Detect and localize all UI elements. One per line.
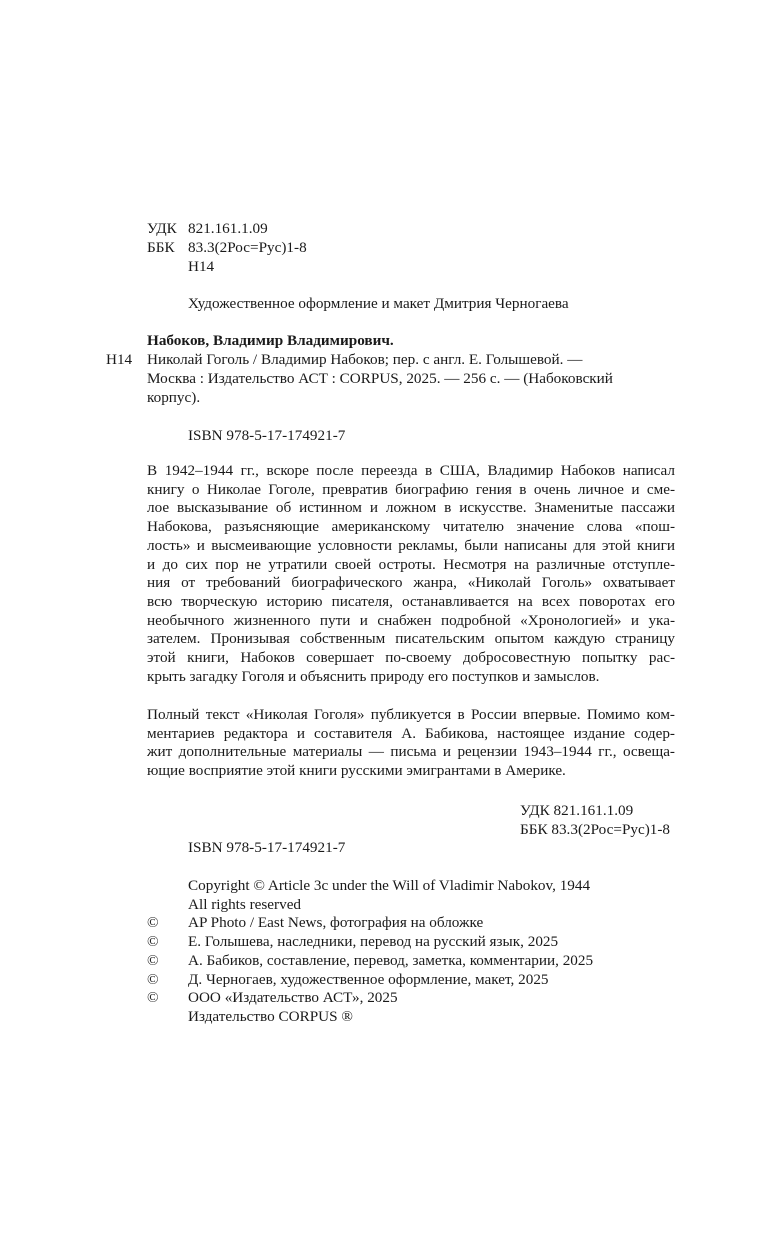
text-line: крыть загадку Гоголя и объяснить природу его поступков и замыслов. [147,667,600,685]
copyright-icon: © [147,952,159,969]
author-name: Набоков, Владимир Владимирович. [147,332,394,349]
text-line: ющие восприятие этой книги русскими эмигрантами в Америке. [147,762,566,780]
text-line: лость» и высмеивающие условности рекламы, были написаны для этой книги [147,536,675,554]
udk-classification: УДК 821.161.1.09 [520,802,634,819]
author-mark: Н14 [106,351,133,368]
bbk-header-line [147,238,307,257]
copyright-line: © AP Photo / East News, фотография на обложке [147,914,484,931]
copyright-icon: © [147,933,159,950]
design-credit: Художественное оформление и макет Дмитрия Черногаева [188,295,569,312]
isbn-bottom: ISBN 978-5-17-174921-7 [188,839,346,856]
text-line: лое высказывание об истинном и ложном в искусстве. Знаменитые пассажи [147,499,675,517]
text-line: и до сих пор не утратили своей остроты. Несмотря на различные отступле- [147,555,675,573]
copyright-icon: © [147,971,159,988]
text-line: В 1942–1944 гг., вскоре после переезда в США, Владимир Набоков написал [147,462,675,479]
copyright-icon: © [147,989,159,1006]
text-line: ментариев редактора и составителя А. Бабикова, настоящее издание содер- [147,724,675,742]
text-line: Набокова, разъясняющие американскому читателю значение слова «пош- [147,518,675,536]
copyright-line: Copyright © Article 3c under the Will of Vladimir Nabokov, 1944 [188,877,591,894]
bib-line: Москва : Издательство АСТ : CORPUS, 2025. — 256 с. — (Набоковский [147,370,613,387]
text-line: зателем. Пронизывая собственным писательским опытом каждую страницу [147,630,675,648]
author-mark-header: Н14 [188,258,215,275]
text-line: жит дополнительные материалы — письма и рецензии 1943–1944 гг., освеща- [147,743,675,761]
bbk-classification: ББК 83.3(2Рос=Рус)1-8 [520,821,671,838]
copyright-line: © Д. Черногаев, художественное оформление, макет, 2025 [147,971,549,988]
udk-value: 821.161.1.09 [188,220,268,237]
bbk-label: ББК [147,239,175,256]
text-line: этой книги, Набоков совершает по-своему добросовестную попытку рас- [147,649,675,667]
text-line: ния от требований биографического жанра, «Николай Гоголь» охватывает [147,574,675,592]
text-line: всю творческую историю писателя, останавливается на всех поворотах его [147,592,675,610]
copyright-line: © ООО «Издательство АСТ», 2025 [147,989,398,1006]
annotation-paragraph-1 [147,462,675,686]
bbk-value: 83.3(2Рос=Рус)1-8 [188,239,307,256]
udk-header-line [147,219,268,238]
copyright-line: © Е. Голышева, наследники, перевод на русский язык, 2025 [147,933,559,950]
copyright-line: Издательство CORPUS ® [188,1008,353,1025]
copyright-icon: © [147,914,159,931]
annotation-paragraph-2 [147,706,675,781]
copyright-line: © А. Бабиков, составление, перевод, заметка, комментарии, 2025 [147,952,594,969]
bib-line: Николай Гоголь / Владимир Набоков; пер. с англ. Е. Голышевой. — [147,351,583,368]
text-line: книгу о Николае Гоголе, превратив биографию гения в очень личное и сме- [147,480,675,498]
text-line: необычного жизненного пути и снабжен подробной «Хронологией» и ука- [147,611,675,629]
bib-line: корпус). [147,389,201,406]
copyright-line: All rights reserved [188,896,302,913]
isbn-top: ISBN 978-5-17-174921-7 [188,427,346,444]
udk-label: УДК [147,220,177,237]
text-line: Полный текст «Николая Гоголя» публикуется в России впервые. Помимо ком- [147,706,675,723]
